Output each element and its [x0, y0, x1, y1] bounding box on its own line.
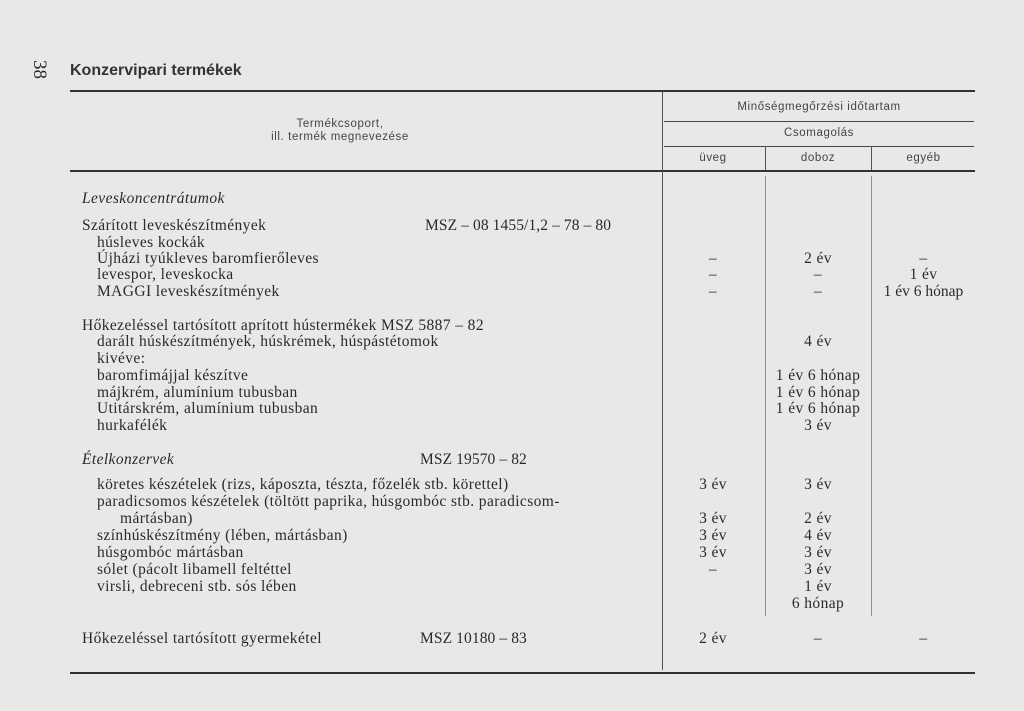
- row-label-side-dishes: köretes készételek (rizs, káposzta, tészta, főzelék stb. körettel): [97, 476, 509, 493]
- page-number: 38: [29, 60, 50, 79]
- page-header-title: Konzervipari termékek: [70, 62, 242, 79]
- column-divider-glass: [662, 92, 663, 670]
- cell-side-dishes-glass: 3 év: [699, 476, 727, 493]
- row-label-solet: sólet (pácolt libamell feltéttel: [97, 561, 292, 578]
- section-standard-meals: MSZ 19570 – 82: [420, 451, 527, 468]
- cell-liver-pate-can: 1 év 6 hónap: [775, 384, 861, 401]
- row-label-dried-soup: Szárított leveskészítmények: [82, 217, 267, 234]
- row-label-stew: színhúskészítmény (lében, mártásban): [97, 527, 348, 544]
- packaging-header: Csomagolás: [784, 127, 854, 139]
- column-header-glass: üveg: [699, 152, 727, 164]
- cell-chicken-glass: –: [708, 250, 718, 267]
- row-label-sausages: hurkafélék: [97, 417, 168, 434]
- cell-ground-meat-can: 4 év: [804, 333, 832, 350]
- section-title-meals: Ételkonzervek: [82, 451, 175, 468]
- cell-maggi-can: –: [813, 283, 823, 300]
- row-label-baby-food: Hőkezeléssel tartósított gyermekétel: [82, 630, 322, 647]
- cell-powder-glass: –: [708, 266, 718, 283]
- cell-poultry-liver-can: 1 év 6 hónap: [775, 367, 861, 384]
- cell-solet-glass: –: [708, 561, 718, 578]
- cell-tomato-dishes-glass: 3 év: [699, 510, 727, 527]
- cell-solet-can: 3 év: [804, 561, 832, 578]
- cell-meatballs-glass: 3 év: [699, 544, 727, 561]
- column-divider-other: [871, 176, 872, 616]
- cell-powder-other: 1 év: [909, 266, 938, 283]
- cell-baby-food-glass: 2 év: [699, 630, 727, 647]
- cell-chicken-other: –: [919, 250, 928, 267]
- row-label-maggi: MAGGI leveskészítmények: [97, 283, 280, 300]
- column-header-can: doboz: [800, 152, 836, 164]
- row-label-chicken: Újházi tyúkleves baromfierőleves: [97, 250, 319, 267]
- cell-frankfurters-can-cont: 6 hónap: [791, 595, 845, 612]
- row-label-cubes: húsleves kockák: [97, 234, 206, 251]
- row-label-poultry-liver: baromfimájjal készítve: [97, 367, 249, 384]
- cell-stew-can: 4 év: [804, 527, 832, 544]
- cell-maggi-glass: –: [708, 283, 718, 300]
- cell-meatballs-can: 3 év: [804, 544, 832, 561]
- row-label-liver-pate: májkrém, alumínium tubusban: [97, 384, 298, 401]
- row-standard-baby-food: MSZ 10180 – 83: [420, 630, 527, 647]
- section-title-meat: Hőkezeléssel tartósított aprított hústermékek MSZ 5887 – 82: [82, 317, 484, 334]
- row-label-except: kivéve:: [97, 350, 146, 367]
- header-rule-packaging: [664, 146, 974, 147]
- row-label-meatballs: húsgombóc mártásban: [97, 544, 244, 561]
- cell-baby-food-can: –: [813, 630, 823, 647]
- row-label-travel-cream: Utitárskrém, alumínium tubusban: [97, 400, 319, 417]
- cell-powder-can: –: [813, 266, 823, 283]
- product-header-line1: Termékcsoport,: [296, 118, 384, 130]
- cell-baby-food-other: –: [919, 630, 928, 647]
- header-bottom-rule: [70, 170, 975, 172]
- cell-sausages-can: 3 év: [804, 417, 832, 434]
- cell-chicken-can: 2 év: [804, 250, 832, 267]
- product-header-line2: ill. termék megnevezése: [271, 131, 409, 143]
- section-title-soup: Leveskoncentrátumok: [82, 190, 225, 207]
- row-label-ground-meat: darált húskészítmények, húskrémek, húspástétomok: [97, 333, 439, 350]
- column-header-other: egyéb: [906, 152, 941, 164]
- cell-frankfurters-can: 1 év: [804, 578, 832, 595]
- row-label-tomato-dishes: paradicsomos készételek (töltött paprika, húsgombóc stb. paradicsom-: [97, 493, 560, 510]
- cell-stew-glass: 3 év: [699, 527, 727, 544]
- cell-tomato-dishes-can: 2 év: [804, 510, 832, 527]
- cell-travel-cream-can: 1 év 6 hónap: [775, 400, 861, 417]
- row-label-powder: levespor, leveskocka: [97, 266, 234, 283]
- cell-maggi-other: 1 év 6 hónap: [883, 283, 964, 300]
- row-label-tomato-dishes-cont: mártásban): [120, 510, 193, 527]
- cell-side-dishes-can: 3 év: [804, 476, 832, 493]
- header-rule-shelf-life: [664, 121, 974, 122]
- shelf-life-header: Minőségmegőrzési időtartam: [737, 101, 901, 113]
- row-standard-dried-soup: MSZ – 08 1455/1,2 – 78 – 80: [425, 217, 612, 234]
- row-label-frankfurters: virsli, debreceni stb. sós lében: [97, 578, 297, 595]
